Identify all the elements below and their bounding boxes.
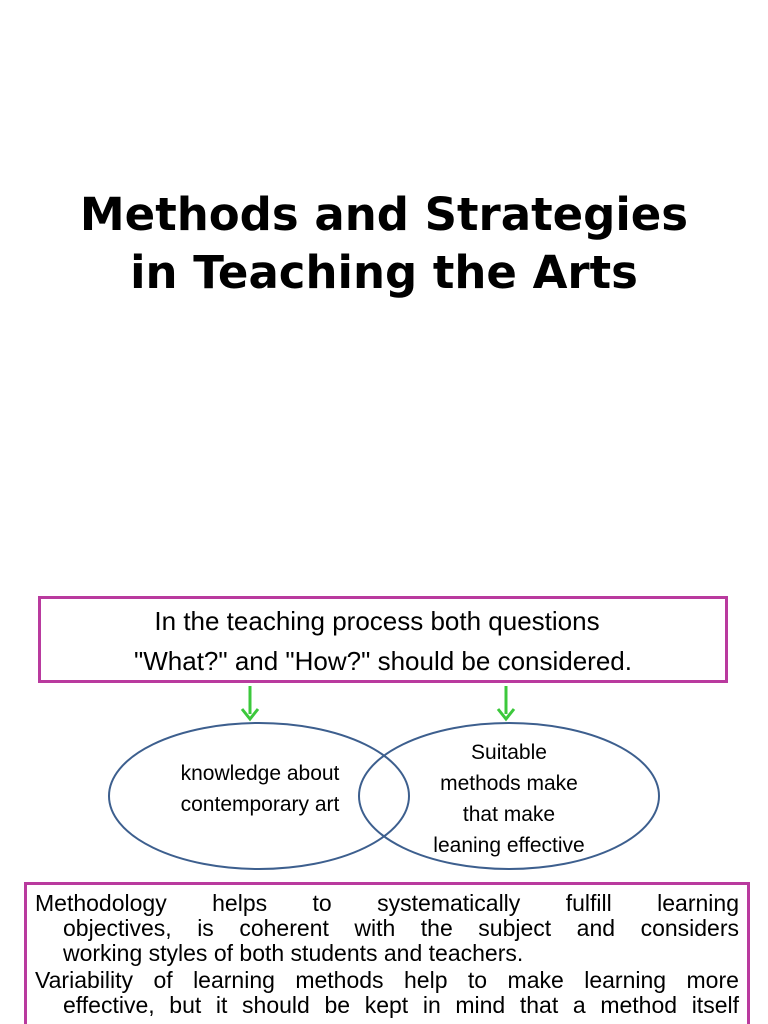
paragraph-variability (35, 968, 739, 1018)
left-ellipse-line-1: knowledge about (180, 762, 340, 785)
left-ellipse-line-2: contemporary art (180, 793, 340, 816)
question-line-1: In the teaching process both questions (154, 606, 600, 636)
venn-diagram (0, 684, 768, 880)
slide-title-line-2: in Teaching the Arts (130, 246, 638, 299)
arrow-left (242, 686, 258, 719)
slide-title (0, 186, 768, 302)
paragraph-2-line-2: effective, but it should be kept in mind that a method itself (63, 992, 739, 1018)
paragraph-methodology (35, 891, 739, 966)
right-ellipse-label (400, 737, 618, 861)
methodology-text-box (24, 882, 750, 1024)
left-ellipse-label (150, 758, 370, 820)
right-ellipse-line-1: Suitable (471, 741, 547, 764)
paragraph-1-line-1: Methodology helps to systematically fulfill learning (35, 890, 739, 916)
right-ellipse-line-2: methods make (440, 772, 578, 795)
slide-title-line-1: Methods and Strategies (79, 188, 689, 241)
right-ellipse-line-4: leaning effective (433, 834, 585, 857)
arrow-right (498, 686, 514, 719)
question-box (38, 596, 728, 683)
venn-diagram-svg (0, 684, 768, 880)
paragraph-1-line-3: working styles of both students and teachers. (63, 940, 524, 966)
question-line-2: "What?" and "How?" should be considered. (134, 646, 632, 676)
right-ellipse-line-3: that make (462, 803, 556, 826)
paragraph-2-line-1: Variability of learning methods help to make learning more (35, 967, 739, 993)
paragraph-1-line-2: objectives, is coherent with the subject and considers (63, 915, 739, 941)
